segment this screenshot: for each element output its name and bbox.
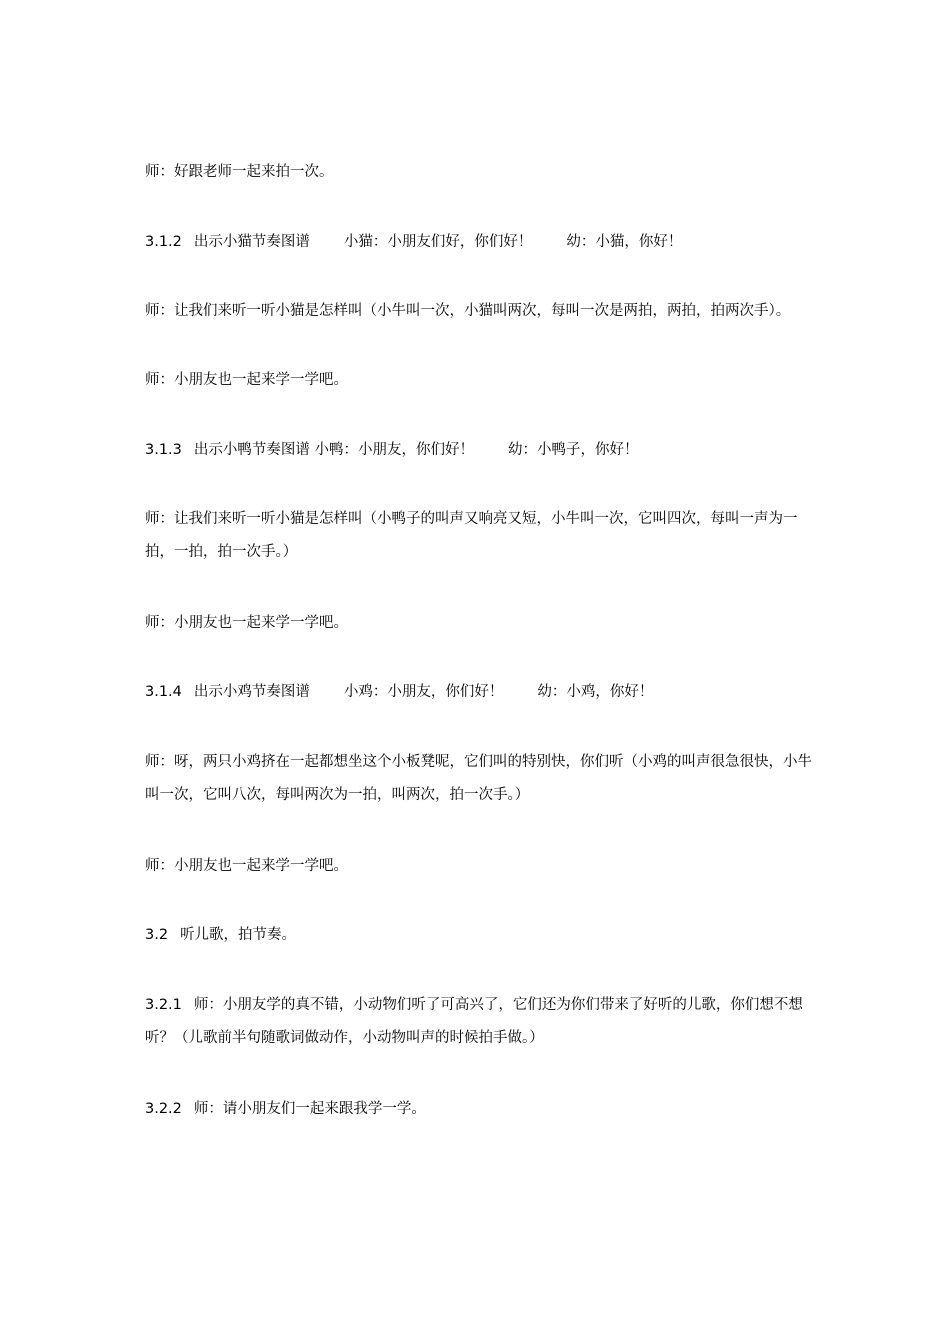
- paragraph-text: 师：呀，两只小鸡挤在一起都想坐这个小板凳呢，它们叫的特别快，你们听（小鸡的叫声很急很快，小牛叫一次，它叫八次，每叫两次为一拍，叫两次，拍一次手。）: [145, 754, 812, 803]
- paragraph-learn-together-2: [145, 607, 815, 639]
- paragraph-3-2-1: [145, 989, 815, 1055]
- paragraph-text: 师：让我们来听一听小猫是怎样叫（小鸭子的叫声又响亮又短，小牛叫一次，它叫四次，每叫一声为一拍，一拍，拍一次手。）: [145, 511, 798, 560]
- paragraph-duck-listen: [145, 503, 815, 569]
- kitten-line: 小猫：小朋友们好，你们好！: [343, 234, 533, 250]
- paragraph-learn-together-3: [145, 850, 815, 882]
- section-number: 3.1.2: [145, 234, 182, 250]
- paragraph-text: 师：好跟老师一起来拍一次。: [145, 164, 334, 180]
- paragraph-3-2-2: [145, 1093, 815, 1125]
- paragraph-text: 出示小鸭节奏图谱 小鸭：小朋友，你们好！: [193, 442, 475, 458]
- section-number: 3.1.3: [145, 442, 182, 458]
- paragraph-text: 出示小鸡节奏图谱: [193, 684, 310, 700]
- section-number: 3.2.2: [145, 1101, 182, 1117]
- children-line: 幼：小鸡，你好！: [537, 684, 654, 700]
- paragraph-text: 师：请小朋友们一起来跟我学一学。: [193, 1101, 426, 1117]
- paragraph-text: 听儿歌，拍节奏。: [180, 927, 297, 943]
- paragraph-3-2: [145, 919, 815, 951]
- paragraph-text: 师：小朋友也一起来学一学吧。: [145, 858, 348, 874]
- paragraph-kitten-listen: [145, 295, 815, 327]
- paragraph-text: 出示小猫节奏图谱: [193, 234, 310, 250]
- paragraph-chick-listen: [145, 746, 815, 812]
- paragraph-text: 师：小朋友也一起来学一学吧。: [145, 372, 348, 388]
- paragraph-text: 师：让我们来听一听小猫是怎样叫（小牛叫一次，小猫叫两次，每叫一次是两拍，两拍，拍两次手）。: [145, 303, 791, 319]
- section-number: 3.2.1: [145, 997, 182, 1013]
- paragraph-text: 师：小朋友也一起来学一学吧。: [145, 615, 348, 631]
- paragraph-teacher-clap: [145, 156, 815, 188]
- paragraph-3-1-2: [145, 226, 815, 258]
- paragraph-text: 师：小朋友学的真不错，小动物们听了可高兴了，它们还为你们带来了好听的儿歌，你们想不想听？（儿歌前半句随歌词做动作，小动物叫声的时候拍手做。）: [145, 997, 803, 1046]
- paragraph-3-1-3: [145, 434, 815, 466]
- paragraph-3-1-4: [145, 676, 815, 708]
- children-line: 幼：小猫，你好！: [566, 234, 683, 250]
- paragraph-learn-together-1: [145, 364, 815, 396]
- chick-line: 小鸡：小朋友，你们好！: [343, 684, 504, 700]
- children-line: 幼：小鸭子，你好！: [508, 442, 639, 458]
- section-number: 3.2: [145, 927, 169, 943]
- section-number: 3.1.4: [145, 684, 182, 700]
